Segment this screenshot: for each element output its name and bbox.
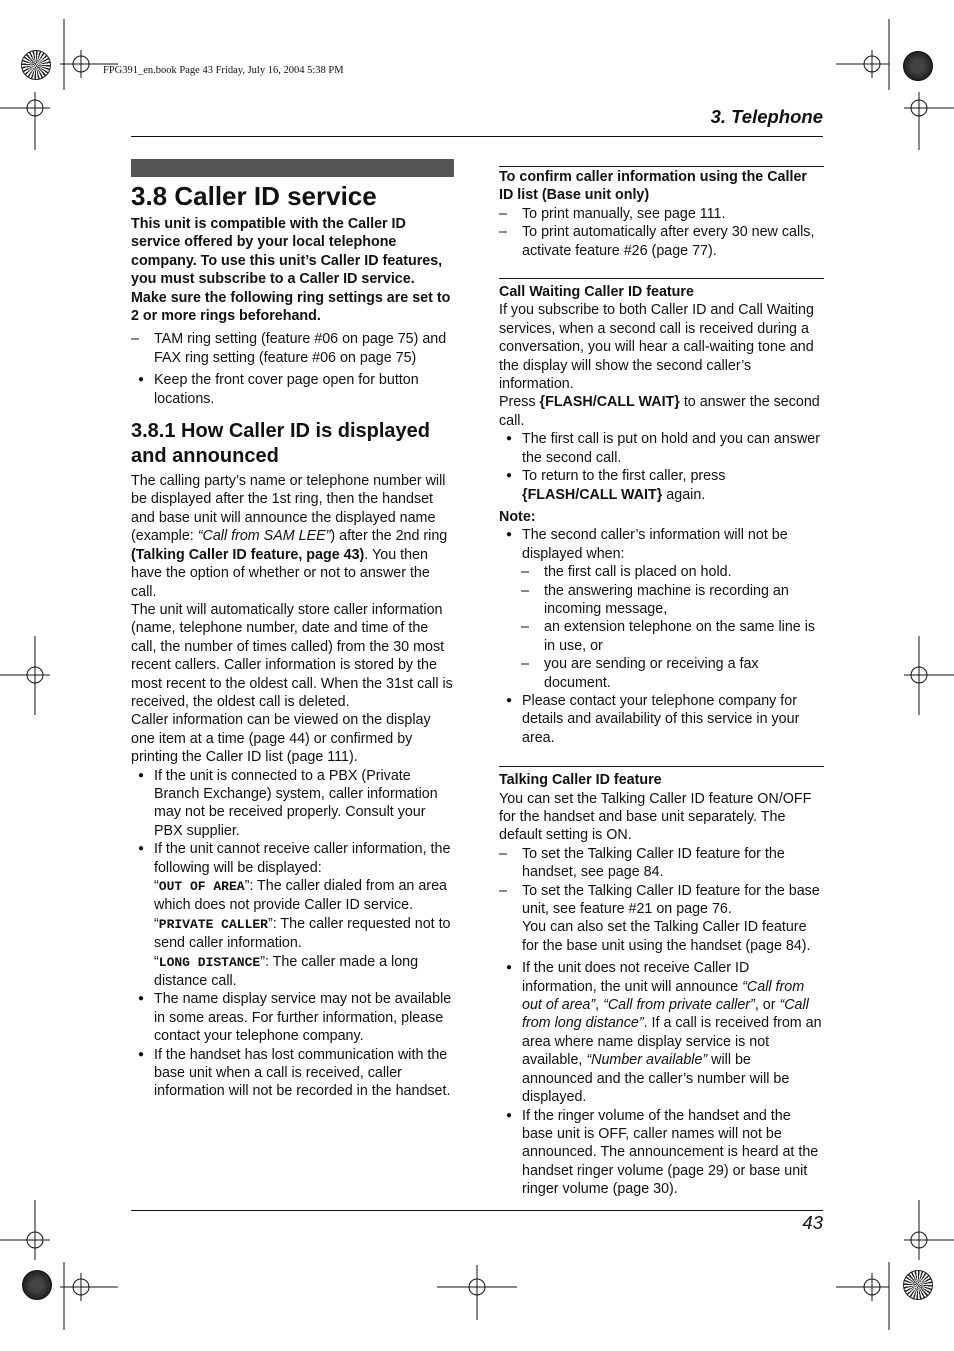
- private-caller-item: “PRIVATE CALLER”: The caller requested not to send caller information.: [154, 915, 451, 952]
- note-item-fax: – you are sending or receiving a fax document.: [499, 655, 824, 692]
- file-info: FPG391_en.book Page 43 Friday, July 16, 2004 5:38 PM: [103, 65, 344, 76]
- confirm-manual-item: – To print manually, see page 111.: [499, 205, 824, 223]
- subsection-title: 3.8.1 How Caller ID is displayed and announced: [131, 420, 431, 468]
- front-cover-note: ● Keep the front cover page open for button locations.: [131, 371, 456, 408]
- talking-ringer-note: ● If the ringer volume of the handset and the base unit is OFF, caller names will not be announced. The announcement is heard at the handset ringer volume (page 29) or base unit ringer volume (page 30).: [499, 1107, 824, 1199]
- left-column: [131, 215, 456, 1101]
- footer-rule: [131, 1210, 823, 1211]
- ring-setting-item: – TAM ring setting (feature #06 on page 75) and FAX ring setting (feature #06 on page 75): [131, 330, 456, 367]
- page-number: 43: [802, 1212, 823, 1233]
- note-item-hold: – the first call is placed on hold.: [499, 563, 824, 581]
- running-head: 3. Telephone: [710, 106, 823, 127]
- note-second-caller: ● The second caller’s information will not be displayed when:: [499, 526, 824, 563]
- display-paragraph: The calling party’s name or telephone number will be displayed after the 1st ring, then the handset and base unit will announce the displayed name (example: “Call from SAM LEE”) after the 2nd ring (Talking Caller ID feature, page 43). You then have the option of whether or not to answer the call.: [131, 473, 448, 600]
- handset-lost-note: ● If the handset has lost communication with the base unit when a call is received, caller information will not be recorded in the handset.: [131, 1046, 456, 1101]
- section-bar: [131, 159, 454, 177]
- right-column: [499, 166, 824, 1199]
- talking-handset-item: – To set the Talking Caller ID feature for the handset, see page 84.: [499, 845, 824, 882]
- talking-heading: Talking Caller ID feature: [499, 766, 824, 789]
- talking-no-info-note: ● If the unit does not receive Caller ID information, the unit will announce “Call from out of area”, “Call from private caller”, or “Call from long distance”. If a call is received from an area where name display service is not available, “Number available” will be announced and the caller’s number will be displayed.: [499, 959, 824, 1106]
- section-title: 3.8 Caller ID service: [131, 181, 377, 211]
- note-label: Note:: [499, 508, 536, 525]
- note-item-recording: – the answering machine is recording an incoming message,: [499, 582, 824, 619]
- talking-base-item: – To set the Talking Caller ID feature for the base unit, see feature #21 on page 76.: [499, 882, 824, 919]
- intro-ring-note: Make sure the following ring settings are set to 2 or more rings beforehand.: [131, 289, 451, 325]
- note-item-extension: – an extension telephone on the same line is in use, or: [499, 618, 824, 655]
- call-waiting-press: Press {FLASH/CALL WAIT} to answer the second call.: [499, 394, 820, 429]
- call-waiting-heading: Call Waiting Caller ID feature: [499, 278, 824, 301]
- talking-paragraph: You can set the Talking Caller ID feature ON/OFF for the handset and base unit separately. The default setting is ON.: [499, 790, 812, 844]
- pbx-note: ● If the unit is connected to a PBX (Private Branch Exchange) system, caller information may not be received properly. Consult your PBX supplier.: [131, 767, 456, 841]
- confirm-auto-item: – To print automatically after every 30 new calls, activate feature #26 (page 77).: [499, 223, 824, 260]
- intro-paragraph: This unit is compatible with the Caller ID service offered by your local telephone company. To use this unit’s Caller ID features, you must subscribe to a Caller ID service.: [131, 216, 443, 288]
- call-waiting-paragraph: If you subscribe to both Caller ID and Call Waiting services, when a second call is received during a conversation, you will hear a call-waiting tone and the display will show the second caller’s information.: [499, 302, 814, 393]
- out-of-area-item: “OUT OF AREA”: The caller dialed from an area which does not provide Caller ID service.: [154, 878, 447, 914]
- no-info-note: ● If the unit cannot receive caller information, the following will be displayed:: [131, 840, 456, 877]
- call-waiting-return-note: ● To return to the first caller, press {FLASH/CALL WAIT} again.: [499, 467, 824, 504]
- note-contact-company: ● Please contact your telephone company for details and availability of this service in your area.: [499, 692, 824, 747]
- view-paragraph: Caller information can be viewed on the display one item at a time (page 44) or confirmed by printing the Caller ID list (page 111).: [131, 712, 431, 766]
- long-distance-item: “LONG DISTANCE”: The caller made a long distance call.: [154, 953, 419, 990]
- name-display-note: ● The name display service may not be available in some areas. For further information, please contact your telephone company.: [131, 990, 456, 1045]
- talking-base-more: You can also set the Talking Caller ID feature for the base unit using the handset (page 84).: [522, 919, 811, 954]
- confirm-heading: To confirm caller information using the Caller ID list (Base unit only): [499, 166, 824, 205]
- call-waiting-hold-note: ● The first call is put on hold and you can answer the second call.: [499, 430, 824, 467]
- storage-paragraph: The unit will automatically store caller information (name, telephone number, date and time of the call, the number of times called) from the 30 most recent callers. Caller information is stored by the most recent to the oldest call. When the 31st call is received, the oldest call is deleted.: [131, 601, 453, 710]
- header-rule: [131, 136, 823, 137]
